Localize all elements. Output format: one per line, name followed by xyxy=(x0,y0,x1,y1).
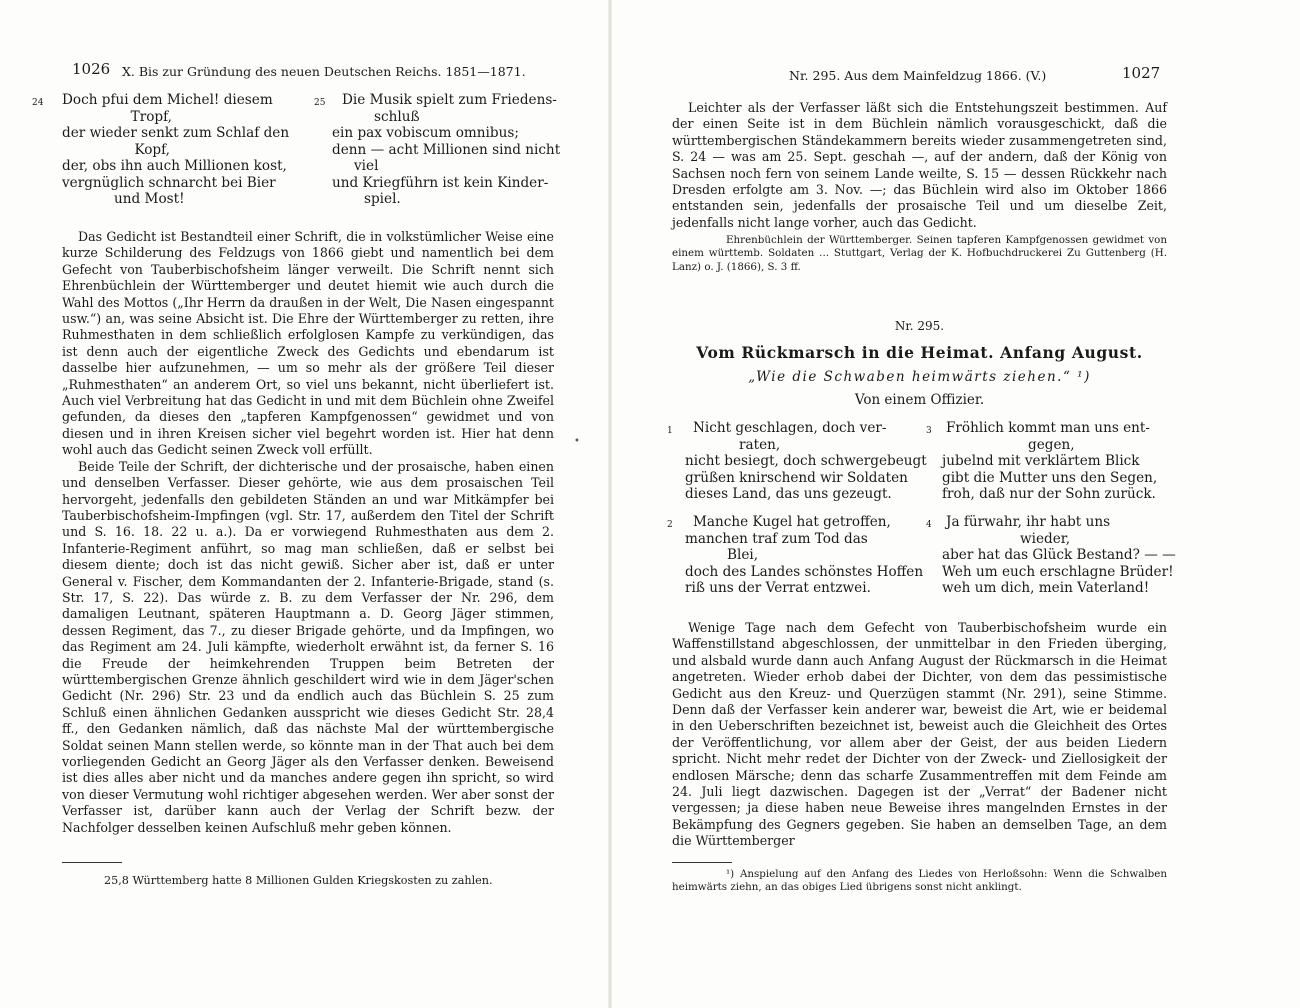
stanza-line: doch des Landes schönstes Hoffen xyxy=(685,563,924,580)
stanza-line: wieder, xyxy=(1020,530,1071,547)
verse-25 xyxy=(314,92,582,208)
stanza-2 xyxy=(667,514,924,597)
stanza-line: Ja fürwahr, ihr habt uns xyxy=(946,514,1111,530)
stanza-line: Manche Kugel hat getroffen, xyxy=(693,514,891,530)
verse-line: der, obs ihn auch Millionen kost, xyxy=(62,158,287,174)
song-author: Von einem Offizier. xyxy=(854,392,985,408)
verse-24 xyxy=(32,92,310,208)
verse-line: schluß xyxy=(374,108,420,125)
running-head-left: X. Bis zur Gründung des neuen Deutschen Reichs. 1851—1871. xyxy=(122,64,526,79)
verse-line: denn — acht Millionen sind nicht xyxy=(332,141,561,158)
verse-line: Doch pfui dem Michel! diesem xyxy=(62,92,273,108)
stanza-number: 4 xyxy=(926,520,932,530)
stanza-number: 2 xyxy=(667,520,673,530)
verse-line: ein pax vobiscum omnibus; xyxy=(332,125,519,141)
page-number-left: 1026 xyxy=(72,60,111,78)
closing-text xyxy=(672,620,1167,850)
stanza-line: Nicht geschlagen, doch ver- xyxy=(693,420,887,436)
intro-text xyxy=(672,100,1167,231)
footnote-rule xyxy=(62,862,122,863)
stanza-1 xyxy=(667,420,927,503)
stanza-line: gibt die Mutter uns den Segen, xyxy=(942,469,1158,486)
stanza-line: Fröhlich kommt man uns ent- xyxy=(946,420,1150,436)
verse-line: Die Musik spielt zum Friedens- xyxy=(342,92,557,108)
paragraph: Beide Teile der Schrift, der dichterische und der prosaische, haben einen und denselben Verfasser. Dieser gehörte, wie aus dem prosaischen Teil hervorgeht, jedenfalls den gebildeten Ständen an und war Mitkämpfer bei Tauberbischofsheim-Impfingen (vgl. Str. 17, außerdem den Titel der Schrift und S. 16. 18. 22 u. a.). Da er vorwiegend Ruhmesthaten aus dem 2. Infanterie-Regiment anführt, so mag man schließen, daß er selbst bei diesem diente; doch ist das nicht gewiß. Sicher aber ist, daß er unter General v. Fischer, dem Kommandanten der 2. Infanterie-Brigade, stand (s. Str. 17, S. 22). Das würde z. B. zu dem Verfasser der Nr. 296, dem damaligen Leutnant, späteren Hauptmann a. D. Georg Jäger stimmen, dessen Regiment, das 7., zu dieser Brigade gehörte, und da Impfingen, wo das Regiment am 24. Juli kämpfte, wiederholt erwähnt ist, da ferner S. 16 die Freude der heimkehrenden Truppen beim Betreten der württembergischen Grenze ähnlich geschildert wird wie in dem Jäger'schen Gedicht (Nr. 296) Str. 23 und da endlich auch das Büchlein S. 25 zum Schluß einen ähnlichen Gedanken ausspricht wie dieses Gedicht Str. 28,4 ff., den Gedanken nämlich, daß das nächste Mal der württembergische Soldat seinen Mann stellen werde, so könnte man in der That auch bei dem vorliegenden Gedicht an Georg Jäger als den Verfasser denken. Beweisend ist dies alles aber nicht und da manches andere gegen ihn spricht, so wird von dieser Vermutung wohl richtiger abgesehen werden. Wer aber sonst der Verfasser ist, darüber kann auch der Verlag der Schrift bezw. der Nachfolger desselben keinen Aufschluß mehr geben können. xyxy=(62,458,554,835)
verse-line: und Kriegführn ist kein Kinder- xyxy=(332,174,549,191)
footnote-left: 25,8 Württemberg hatte 8 Millionen Gulden Kriegskosten zu zahlen. xyxy=(104,874,493,887)
stanza-line: jubelnd mit verklärtem Blick xyxy=(942,453,1140,469)
stanza-line: dieses Land, das uns gezeugt. xyxy=(685,486,892,502)
stanza-line: riß uns der Verrat entzwei. xyxy=(685,580,871,596)
left-page xyxy=(0,0,610,1008)
stanza-line: aber hat das Glück Bestand? — — xyxy=(942,547,1176,563)
paragraph: Das Gedicht ist Bestandteil einer Schrift, die in volkstümlicher Weise eine kurze Schilderung des Feldzugs von 1866 giebt und namentlich bei dem Gefecht von Tauberbischofsheim länger verweilt. Die Schrift nennt sich Ehrenbüchlein der Württemberger und deutet hiemit wie auch durch die Wahl des Mottos („Ihr Herrn da draußen in der Welt, Die Nasen eingespannt usw.“) an, was seine Absicht ist. Die Ehre der Württemberger zu retten, ihre Ruhmesthaten in dem schließlich erfolglosen Kampfe zu verkündigen, das ist denn auch der eigentliche Zweck des Gedichts und ebendarum ist dasselbe hier aufzunehmen, — um so mehr als der größere Teil dieser „Ruhmesthaten“ an anderem Ort, so viel uns bekannt, nicht überliefert ist. Auch viel Verbreitung hat das Gedicht in und mit dem Büchlein ohne Zweifel gefunden, da dieses den „tapferen Kampfgenossen“ gewidmet und von diesen und in ihren Kreisen sicher viel begehrt worden ist. Hier hat denn wohl auch das Gedicht seinen Zweck voll erfüllt. xyxy=(62,229,554,458)
paragraph: Wenige Tage nach dem Gefecht von Tauberbischofsheim wurde ein Waffenstillstand abgeschlossen, der unmittelbar in den Frieden überging, und alsbald wurde dann auch Anfang August der Rückmarsch in die Heimat angetreten. Wieder erhob dabei der Dichter, von dem das pessimistische Gedicht aus den Kreuz- und Querzügen stammt (Nr. 291), seine Stimme. Denn daß der Verfasser kein anderer war, beweist die Art, wie er beidemal in den Ueberschriften bezeichnet ist, beweist auch die Gleichheit des Ortes der Veröffentlichung, vor allem aber der Geist, der aus beiden Liedern spricht. Nicht mehr redet der Dichter von der Zweck- und Ziellosigkeit der endlosen Märsche; denn das scharfe Zusammentreffen mit dem Feinde am 24. Juli liegt dazwischen. Dagegen ist der „Verrat“ der Badener nicht vergessen; ja diese haben neue Beweise ihres mangelnden Ernstes in der Bekämpfung des Gegners gegeben. Sie haben an demselben Tage, an dem die Württemberger xyxy=(672,620,1167,849)
stanza-line: raten, xyxy=(739,436,781,453)
stanza-line: weh um dich, mein Vaterland! xyxy=(942,580,1150,596)
song-number: Nr. 295. xyxy=(894,319,945,333)
stanza-line: Weh um euch erschlagne Brüder! xyxy=(942,563,1174,580)
stanza-3 xyxy=(926,420,1182,503)
running-head-right: Nr. 295. Aus dem Mainfeldzug 1866. (V.) xyxy=(789,68,1047,83)
stanza-number: 1 xyxy=(667,426,673,436)
stanza-line: manchen traf zum Tod das xyxy=(685,530,868,547)
stanza-line: grüßen knirschend wir Soldaten xyxy=(685,469,908,486)
right-page xyxy=(612,0,1300,1008)
verse-line: viel xyxy=(354,158,379,174)
song-title: Vom Rückmarsch in die Heimat. Anfang August. xyxy=(696,343,1143,362)
paragraph: Leichter als der Verfasser läßt sich die Entstehungszeit bestimmen. Auf der einen Seite ist in dem Büchlein nämlich vorausgeschickt, daß die württembergischen Ständekammern bereits wieder zusammengetreten sind, S. 24 — was am 25. Sept. geschah —, auf der andern, daß der König von Sachsen noch fern von seinem Lande weilte, S. 15 — dessen Rückkehr nach Dresden erfolgte am 3. Nov. —; das Büchlein wird also im Oktober 1866 entstanden sein, jedenfalls der prosaische Teil und um dieselbe Zeit, jedenfalls nicht lange vorher, auch das Gedicht. xyxy=(672,100,1167,230)
verse-line: vergnüglich schnarcht bei Bier xyxy=(62,174,276,191)
stanza-line: froh, daß nur der Sohn zurück. xyxy=(942,486,1156,502)
scan-dot: • xyxy=(574,436,580,447)
verse-line: der wieder senkt zum Schlaf den xyxy=(62,125,290,141)
stanza-line: Blei, xyxy=(727,547,759,563)
verse-line: spiel. xyxy=(364,191,401,207)
source-note: Ehrenbüchlein der Württemberger. Seinen tapferen Kampfgenossen gewidmet von einem württemb. Soldaten ... Stuttgart, Verlag der K. Hofbuchdruckerei Zu Guttenberg (H. Lanz) o. J. (1866), S. 3 ff. xyxy=(672,234,1167,273)
stanza-line: gegen, xyxy=(1028,436,1075,453)
footnote-rule xyxy=(672,862,732,863)
verse-line: Tropf, xyxy=(130,108,172,125)
footnote-right: ¹) Anspielung auf den Anfang des Liedes von Herloßsohn: Wenn die Schwalben heimwärts ziehn, an das obiges Lied übrigens sonst nicht anklingt. xyxy=(672,868,1167,894)
verse-number: 25 xyxy=(314,98,326,108)
stanza-4 xyxy=(926,514,1182,597)
song-motto: „Wie die Schwaben heimwärts ziehen.“ ¹) xyxy=(748,369,1091,385)
stanza-number: 3 xyxy=(926,426,932,436)
verse-line: und Most! xyxy=(114,191,185,207)
verse-number: 24 xyxy=(32,98,44,108)
verse-line: Kopf, xyxy=(134,141,170,158)
commentary-text xyxy=(62,229,554,836)
stanza-line: nicht besiegt, doch schwergebeugt xyxy=(685,453,927,469)
page-number-right: 1027 xyxy=(1122,64,1161,82)
